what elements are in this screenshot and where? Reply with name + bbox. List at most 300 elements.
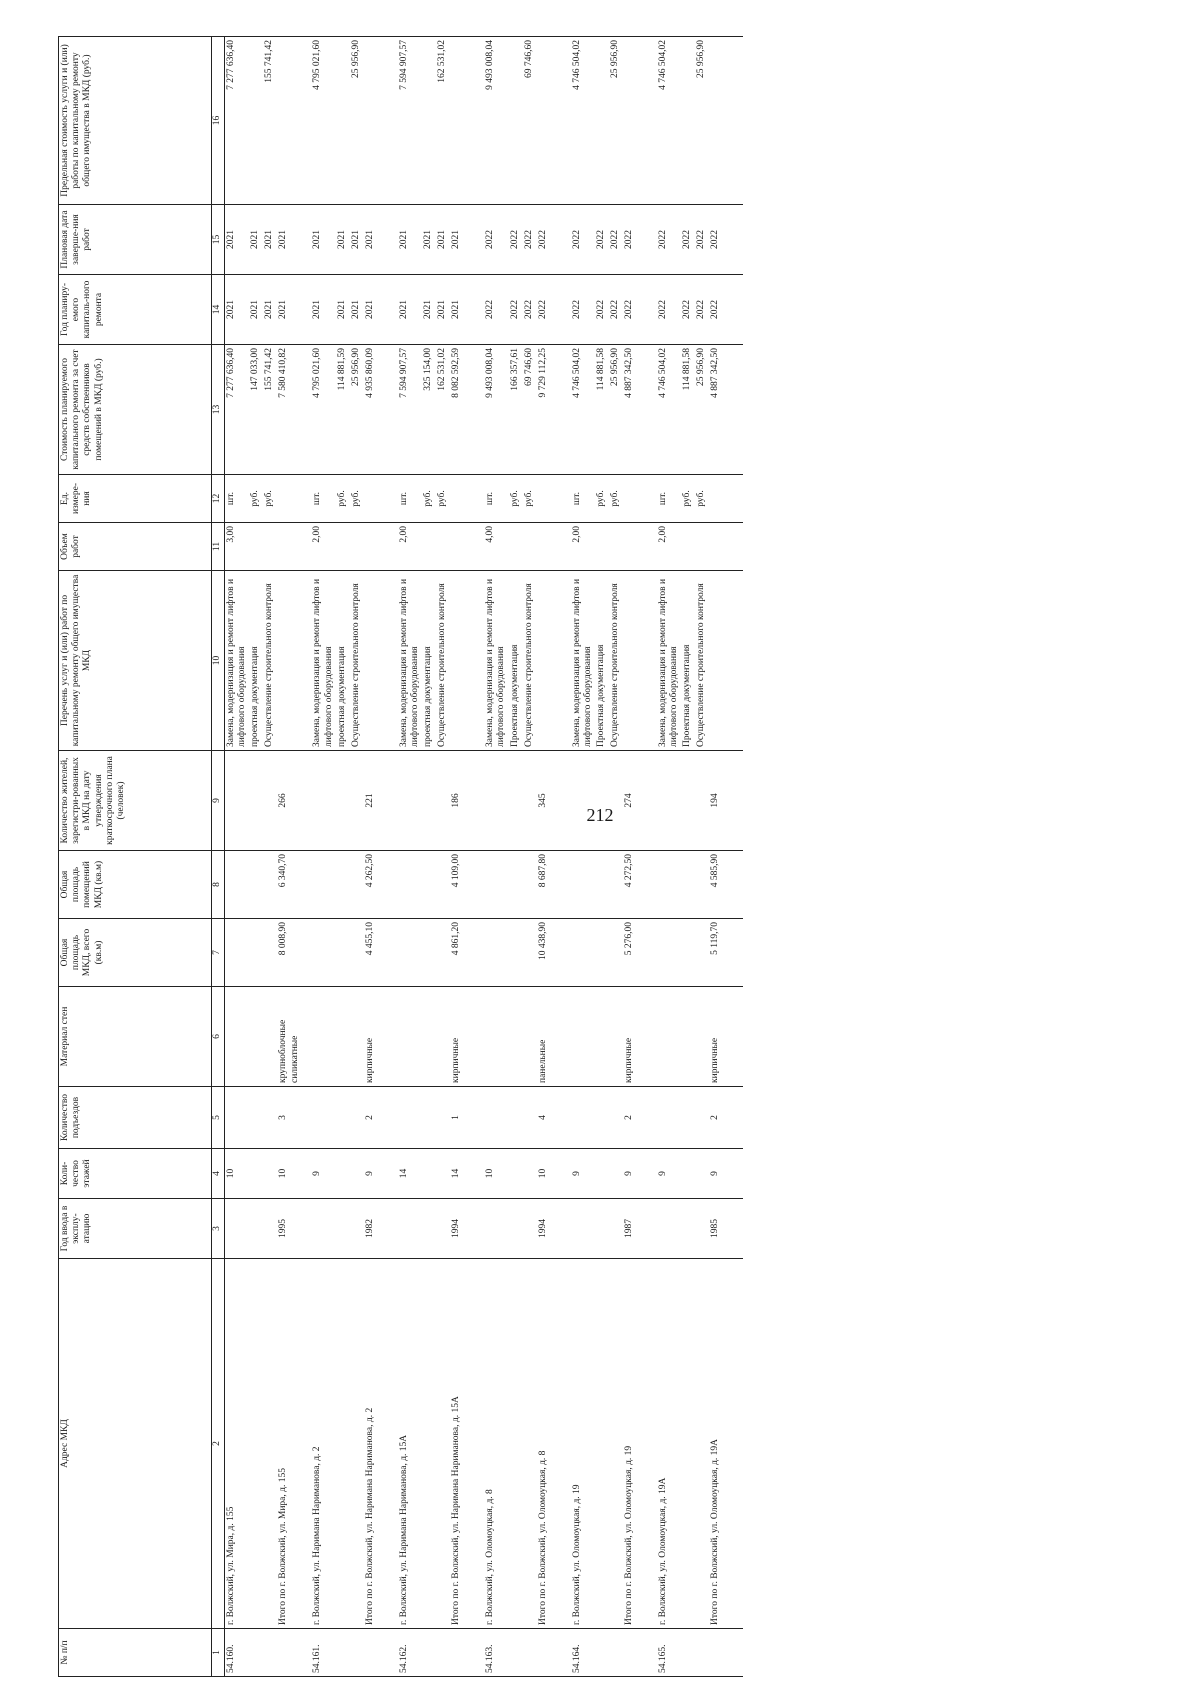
table-cell <box>336 851 350 919</box>
column-header: Коли-чество этажей <box>59 1149 212 1199</box>
table-cell <box>398 1199 422 1259</box>
table-cell: 2021 <box>336 205 350 275</box>
table-cell: 4 262,50 <box>364 851 398 919</box>
table-cell <box>695 751 709 851</box>
table-cell: Итого по г. Волжский, ул. Наримана Нариманова, д. 15А <box>450 1259 484 1629</box>
column-header: Стоимость планируемого капитального ремонта за счет средств собственников помещений в МКД (руб.) <box>59 345 212 475</box>
table-cell <box>249 987 263 1087</box>
table-cell <box>311 751 335 851</box>
table-cell: 9 <box>311 1149 335 1199</box>
table-cell: руб. <box>523 475 537 523</box>
table-cell: 8 687,80 <box>537 851 571 919</box>
table-row <box>623 37 657 1677</box>
table-cell: руб. <box>681 475 695 523</box>
table-cell <box>263 851 277 919</box>
table-cell: Итого по г. Волжский, ул. Мира, д. 155 <box>277 1259 311 1629</box>
table-cell: Осуществление строительного контроля <box>350 571 364 751</box>
table-cell <box>249 37 263 205</box>
table-cell <box>450 571 484 751</box>
table-cell: Итого по г. Волжский, ул. Наримана Нариманова, д. 2 <box>364 1259 398 1629</box>
table-cell <box>225 919 250 987</box>
table-cell <box>311 1087 335 1149</box>
table-row <box>695 37 709 1677</box>
table-cell <box>398 751 422 851</box>
table-cell <box>681 851 695 919</box>
table-cell <box>336 37 350 205</box>
table-cell: 14 <box>398 1149 422 1199</box>
table-cell: 2022 <box>595 275 609 345</box>
table-cell: Осуществление строительного контроля <box>523 571 537 751</box>
table-cell: 4 887 342,50 <box>623 345 657 475</box>
table-cell: 4 861,20 <box>450 919 484 987</box>
table-cell: 1982 <box>364 1199 398 1259</box>
table-cell: 4 455,10 <box>364 919 398 987</box>
table-cell <box>537 523 571 571</box>
table-cell <box>523 1629 537 1677</box>
table-cell: 10 <box>225 1149 250 1199</box>
table-cell: 2021 <box>364 275 398 345</box>
table-cell <box>422 851 436 919</box>
table-cell: руб. <box>249 475 263 523</box>
capital-repair-table <box>58 36 743 1677</box>
table-cell <box>509 1259 523 1629</box>
table-cell: руб. <box>422 475 436 523</box>
table-row <box>509 37 523 1677</box>
table-cell <box>311 1199 335 1259</box>
table-cell <box>350 987 364 1087</box>
table-cell: 266 <box>277 751 311 851</box>
column-header: Предельная стоимость услуги и (или) работы по капитальному ремонту общего имущества в МКД (руб.) <box>59 37 212 205</box>
table-cell: 25 956,90 <box>695 345 709 475</box>
table-cell <box>509 851 523 919</box>
table-cell <box>364 523 398 571</box>
table-cell <box>484 1087 508 1149</box>
table-cell <box>350 1149 364 1199</box>
table-cell: руб. <box>509 475 523 523</box>
table-cell <box>263 919 277 987</box>
table-cell <box>571 851 595 919</box>
table-cell: 6 340,70 <box>277 851 311 919</box>
table-cell <box>311 987 335 1087</box>
table-cell: 1985 <box>709 1199 743 1259</box>
table-cell <box>484 751 508 851</box>
table-cell <box>336 751 350 851</box>
table-cell <box>537 475 571 523</box>
table-cell: кирпичные <box>623 987 657 1087</box>
table-cell <box>609 751 623 851</box>
column-header: Перечень услуг и (или) работ по капитальному ремонту общего имущества МКД <box>59 571 212 751</box>
table-row <box>398 37 422 1677</box>
table-cell: 2022 <box>695 275 709 345</box>
table-cell <box>225 987 250 1087</box>
table-cell: 2021 <box>422 205 436 275</box>
table-cell: Замена, модернизация и ремонт лифтов и лифтового оборудования <box>398 571 422 751</box>
table-cell <box>422 919 436 987</box>
table-cell <box>571 919 595 987</box>
table-cell <box>681 1149 695 1199</box>
table-cell: 25 956,90 <box>609 37 623 205</box>
table-cell: 147 033,00 <box>249 345 263 475</box>
table-cell: 25 956,90 <box>350 345 364 475</box>
table-cell <box>364 475 398 523</box>
table-cell: 2022 <box>609 205 623 275</box>
table-cell <box>595 1199 609 1259</box>
table-cell: г. Волжский, ул. Оломоуцкая, д. 8 <box>484 1259 508 1629</box>
table-cell <box>398 851 422 919</box>
table-cell <box>249 1087 263 1149</box>
table-cell <box>450 1629 484 1677</box>
table-cell <box>484 1199 508 1259</box>
table-cell <box>681 987 695 1087</box>
table-cell: Итого по г. Волжский, ул. Оломоуцкая, д. 8 <box>537 1259 571 1629</box>
table-cell <box>681 751 695 851</box>
table-cell: 4 109,00 <box>450 851 484 919</box>
table-cell: Замена, модернизация и ремонт лифтов и лифтового оборудования <box>311 571 335 751</box>
table-cell <box>436 1259 450 1629</box>
table-cell: 2,00 <box>311 523 335 571</box>
table-cell <box>364 37 398 205</box>
table-cell <box>609 1259 623 1629</box>
table-cell <box>422 1199 436 1259</box>
table-cell: 2021 <box>422 275 436 345</box>
table-cell <box>509 751 523 851</box>
column-number: 5 <box>212 1087 225 1149</box>
table-cell <box>277 37 311 205</box>
column-header: Количество подъездов <box>59 1087 212 1149</box>
table-cell <box>398 987 422 1087</box>
table-cell: шт. <box>398 475 422 523</box>
table-cell <box>523 1259 537 1629</box>
table-cell <box>609 987 623 1087</box>
table-cell <box>336 987 350 1087</box>
table-row <box>595 37 609 1677</box>
table-cell <box>657 751 681 851</box>
table-cell <box>249 1149 263 1199</box>
table-cell: 25 956,90 <box>350 37 364 205</box>
table-cell: 1987 <box>623 1199 657 1259</box>
table-cell <box>571 1087 595 1149</box>
column-number: 16 <box>212 37 225 205</box>
table-cell: 2021 <box>225 275 250 345</box>
column-header: Год планиру-емого капиталь-ного ремонта <box>59 275 212 345</box>
table-cell: 166 357,61 <box>509 345 523 475</box>
table-cell: руб. <box>695 475 709 523</box>
column-header: Количество жителей, зарегистри-рованных в МКД на дату утверждения краткосрочного плана (человек) <box>59 751 212 851</box>
table-cell: г. Волжский, ул. Наримана Нариманова, д. 2 <box>311 1259 335 1629</box>
table-cell <box>595 987 609 1087</box>
table-cell <box>523 987 537 1087</box>
table-cell: 9 <box>657 1149 681 1199</box>
column-header: Объем работ <box>59 523 212 571</box>
table-cell: 2 <box>364 1087 398 1149</box>
table-cell: 2 <box>623 1087 657 1149</box>
table-cell <box>623 1629 657 1677</box>
table-cell: 25 956,90 <box>695 37 709 205</box>
table-cell: 69 746,60 <box>523 37 537 205</box>
table-cell: кирпичные <box>709 987 743 1087</box>
table-cell: 2022 <box>595 205 609 275</box>
table-cell: г. Волжский, ул. Мира, д. 155 <box>225 1259 250 1629</box>
table-cell: 2,00 <box>398 523 422 571</box>
table-cell: 14 <box>450 1149 484 1199</box>
column-header: Общая площадь помещений МКД (кв.м) <box>59 851 212 919</box>
table-cell: 2021 <box>436 275 450 345</box>
table-cell: 54.160. <box>225 1629 250 1677</box>
table-cell <box>484 987 508 1087</box>
table-cell: 54.164. <box>571 1629 595 1677</box>
table-cell: 4 746 504,02 <box>657 345 681 475</box>
table-cell: 5 119,70 <box>709 919 743 987</box>
column-header: Общая площадь МКД, всего (кв.м) <box>59 919 212 987</box>
table-row <box>311 37 335 1677</box>
table-cell <box>537 1629 571 1677</box>
table-row <box>571 37 595 1677</box>
column-number: 3 <box>212 1199 225 1259</box>
table-cell: 3 <box>277 1087 311 1149</box>
column-number: 2 <box>212 1259 225 1629</box>
table-cell <box>249 1629 263 1677</box>
table-cell: 2022 <box>509 275 523 345</box>
table-cell: 4 887 342,50 <box>709 345 743 475</box>
table-cell <box>350 1199 364 1259</box>
table-cell <box>336 1087 350 1149</box>
table-cell: Замена, модернизация и ремонт лифтов и лифтового оборудования <box>484 571 508 751</box>
table-cell <box>523 751 537 851</box>
table-cell <box>571 987 595 1087</box>
column-number-row <box>212 37 225 1677</box>
table-cell: 2021 <box>249 205 263 275</box>
table-cell: руб. <box>595 475 609 523</box>
table-row <box>422 37 436 1677</box>
table-cell <box>277 475 311 523</box>
table-cell <box>657 987 681 1087</box>
table-cell: 114 881,58 <box>681 345 695 475</box>
table-cell <box>681 1087 695 1149</box>
table-cell: г. Волжский, ул. Наримана Нариманова, д. 15А <box>398 1259 422 1629</box>
table-cell: Проектная документация <box>509 571 523 751</box>
table-cell: 2021 <box>277 205 311 275</box>
table-cell: 114 881,58 <box>595 345 609 475</box>
column-number: 9 <box>212 751 225 851</box>
table-cell: 54.162. <box>398 1629 422 1677</box>
table-cell <box>398 919 422 987</box>
table-cell <box>623 475 657 523</box>
table-row <box>681 37 695 1677</box>
table-cell: руб. <box>263 475 277 523</box>
column-header: № п/п <box>59 1629 212 1677</box>
table-cell: г. Волжский, ул. Оломоуцкая, д. 19 <box>571 1259 595 1629</box>
table-cell: 2,00 <box>657 523 681 571</box>
table-cell <box>225 851 250 919</box>
table-cell <box>695 523 709 571</box>
table-cell <box>336 1199 350 1259</box>
table-row <box>709 37 743 1677</box>
table-row <box>436 37 450 1677</box>
table-cell <box>436 987 450 1087</box>
table-cell <box>422 37 436 205</box>
table-cell <box>422 1087 436 1149</box>
table-cell <box>657 1087 681 1149</box>
table-cell <box>609 523 623 571</box>
table-row <box>277 37 311 1677</box>
column-header: Плановая дата заверше-ния работ <box>59 205 212 275</box>
table-cell: 7 594 907,57 <box>398 345 422 475</box>
table-cell <box>695 919 709 987</box>
table-cell: Замена, модернизация и ремонт лифтов и лифтового оборудования <box>225 571 250 751</box>
table-cell <box>595 919 609 987</box>
column-number: 14 <box>212 275 225 345</box>
table-cell: 2022 <box>571 205 595 275</box>
table-cell: 2022 <box>509 205 523 275</box>
table-row <box>263 37 277 1677</box>
table-cell <box>595 1087 609 1149</box>
table-row <box>336 37 350 1677</box>
table-cell: 9 493 008,04 <box>484 37 508 205</box>
table-cell <box>350 1259 364 1629</box>
table-cell: 2022 <box>484 205 508 275</box>
table-cell: Осуществление строительного контроля <box>263 571 277 751</box>
table-cell: 7 277 636,40 <box>225 37 250 205</box>
table-cell: 1995 <box>277 1199 311 1259</box>
table-cell <box>277 523 311 571</box>
table-cell <box>436 1087 450 1149</box>
table-cell: 186 <box>450 751 484 851</box>
table-cell: Осуществление строительного контроля <box>609 571 623 751</box>
table-cell <box>398 1087 422 1149</box>
table-cell <box>681 37 695 205</box>
table-cell: 7 594 907,57 <box>398 37 422 205</box>
column-number: 13 <box>212 345 225 475</box>
table-cell <box>263 1087 277 1149</box>
table-cell: 2021 <box>450 275 484 345</box>
table-cell <box>609 919 623 987</box>
table-cell <box>709 571 743 751</box>
table-cell <box>422 1149 436 1199</box>
table-cell: проектная документация <box>249 571 263 751</box>
table-cell <box>249 919 263 987</box>
table-cell <box>595 1629 609 1677</box>
table-cell <box>523 1087 537 1149</box>
table-cell: 10 <box>537 1149 571 1199</box>
table-cell <box>623 571 657 751</box>
table-cell <box>623 37 657 205</box>
table-cell: 5 276,00 <box>623 919 657 987</box>
table-cell <box>609 851 623 919</box>
table-cell <box>422 1629 436 1677</box>
table-cell <box>436 523 450 571</box>
table-cell <box>523 919 537 987</box>
table-cell: 2021 <box>336 275 350 345</box>
table-cell: шт. <box>657 475 681 523</box>
table-cell: Проектная документация <box>681 571 695 751</box>
table-cell <box>537 37 571 205</box>
table-cell <box>523 523 537 571</box>
table-cell: 2022 <box>623 275 657 345</box>
table-cell: 2022 <box>657 205 681 275</box>
table-row <box>484 37 508 1677</box>
table-cell <box>350 751 364 851</box>
table-cell: шт. <box>225 475 250 523</box>
table-cell: 4 795 021,60 <box>311 345 335 475</box>
table-cell <box>537 571 571 751</box>
table-cell <box>450 37 484 205</box>
table-cell <box>509 523 523 571</box>
table-cell <box>311 919 335 987</box>
table-cell <box>263 1259 277 1629</box>
table-cell: 2022 <box>695 205 709 275</box>
table-cell <box>277 1629 311 1677</box>
table-cell: 2021 <box>249 275 263 345</box>
table-row <box>523 37 537 1677</box>
table-cell: 4 746 504,02 <box>571 345 595 475</box>
table-cell: 2021 <box>436 205 450 275</box>
table-cell <box>249 1199 263 1259</box>
table-cell: 2022 <box>623 205 657 275</box>
table-cell <box>609 1629 623 1677</box>
table-cell <box>595 37 609 205</box>
table-cell <box>595 751 609 851</box>
table-cell <box>422 987 436 1087</box>
column-number: 8 <box>212 851 225 919</box>
table-cell: 54.165. <box>657 1629 681 1677</box>
table-cell <box>225 751 250 851</box>
table-cell: 194 <box>709 751 743 851</box>
table-cell: 2021 <box>350 275 364 345</box>
table-cell <box>225 1199 250 1259</box>
table-cell: 2,00 <box>571 523 595 571</box>
table-cell: 4 585,90 <box>709 851 743 919</box>
table-cell <box>695 1199 709 1259</box>
table-cell <box>350 851 364 919</box>
table-row <box>609 37 623 1677</box>
column-number: 12 <box>212 475 225 523</box>
table-cell: проектная документация <box>336 571 350 751</box>
table-cell: 3,00 <box>225 523 250 571</box>
table-cell <box>263 751 277 851</box>
table-cell <box>609 1149 623 1199</box>
table-cell <box>695 851 709 919</box>
table-cell <box>523 851 537 919</box>
table-cell: 54.163. <box>484 1629 508 1677</box>
table-row <box>537 37 571 1677</box>
table-cell <box>450 523 484 571</box>
table-cell: кирпичные <box>450 987 484 1087</box>
table-cell: 2021 <box>311 275 335 345</box>
table-cell <box>695 1149 709 1199</box>
table-row <box>364 37 398 1677</box>
table-cell: 2021 <box>263 275 277 345</box>
table-cell <box>509 1629 523 1677</box>
table-cell <box>523 1149 537 1199</box>
table-cell <box>509 1149 523 1199</box>
table-cell: 1 <box>450 1087 484 1149</box>
table-cell <box>263 1149 277 1199</box>
table-cell: 4 272,50 <box>623 851 657 919</box>
table-cell: руб. <box>336 475 350 523</box>
table-cell <box>709 37 743 205</box>
table-cell: 7 277 636,40 <box>225 345 250 475</box>
table-cell <box>695 987 709 1087</box>
page-number: 212 <box>586 805 614 825</box>
column-header: Адрес МКД <box>59 1259 212 1629</box>
table-cell <box>336 1629 350 1677</box>
table-cell <box>263 1629 277 1677</box>
table-cell <box>609 1087 623 1149</box>
table-cell: 4 746 504,02 <box>571 37 595 205</box>
table-cell <box>249 523 263 571</box>
table-cell <box>422 523 436 571</box>
table-cell: Итого по г. Волжский, ул. Оломоуцкая, д. 19 <box>623 1259 657 1629</box>
